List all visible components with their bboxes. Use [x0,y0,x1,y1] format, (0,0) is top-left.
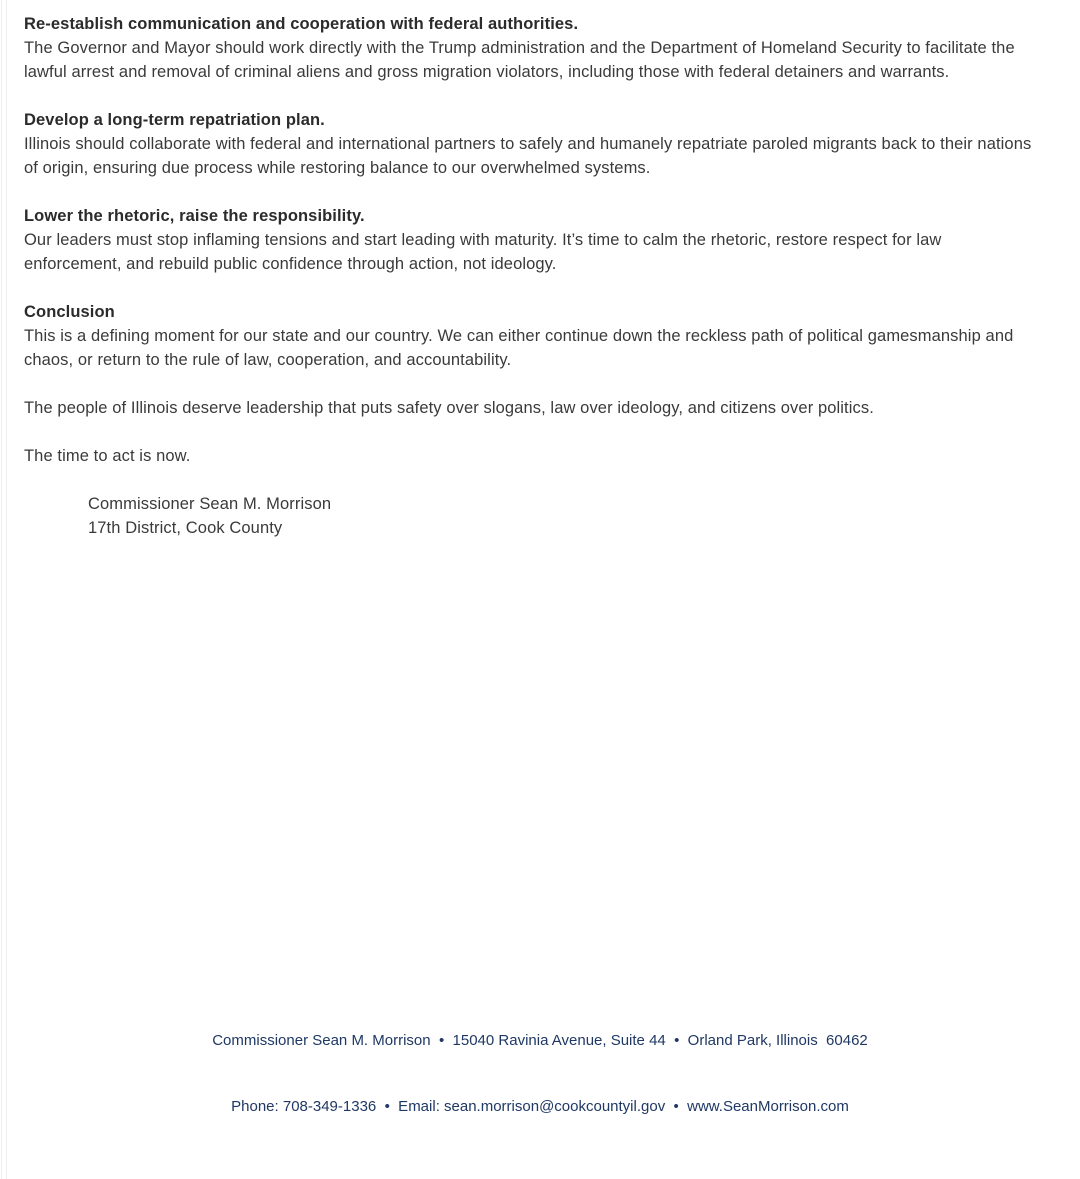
section-heading: Conclusion [24,303,115,321]
closing-paragraph: The people of Illinois deserve leadership that puts safety over slogans, law over ideology, and citizens over politics. [24,399,874,417]
section-lower-rhetoric [24,204,1040,276]
section-heading: Lower the rhetoric, raise the responsibility. [24,207,365,225]
letterhead-footer [0,986,1080,1162]
footer-contact-line: Phone: 708-349-1336 • Email: sean.morrison@cookcountyil.gov • www.SeanMorrison.com [231,1098,849,1115]
footer-address-line: Commissioner Sean M. Morrison • 15040 Ravinia Avenue, Suite 44 • Orland Park, Illinois 60462 [212,1032,868,1049]
closing-paragraph: The time to act is now. [24,447,191,465]
section-federal-cooperation [24,12,1040,84]
signature-title: 17th District, Cook County [88,519,283,537]
section-heading: Develop a long-term repatriation plan. [24,111,325,129]
section-paragraph: This is a defining moment for our state and our country. We can either continue down the reckless path of political gamesmanship and chaos, or return to the rule of law, cooperation, and accountability. [24,327,1014,369]
section-paragraph: Illinois should collaborate with federal and international partners to safely and humanely repatriate paroled migrants back to their nations of origin, ensuring due process while restoring balance to our overwhelmed systems. [24,135,1032,177]
signature-name: Commissioner Sean M. Morrison [88,495,332,513]
section-heading: Re-establish communication and cooperation with federal authorities. [24,15,579,33]
signature-block [88,492,1040,540]
letter-body [24,12,1040,540]
section-paragraph: The Governor and Mayor should work directly with the Trump administration and the Department of Homeland Security to facilitate the lawful arrest and removal of criminal aliens and gross migration violators, including those with federal detainers and warrants. [24,39,1015,81]
section-repatriation-plan [24,108,1040,180]
section-paragraph: Our leaders must stop inflaming tensions and start leading with maturity. It’s time to calm the rhetoric, restore respect for law enforcement, and rebuild public confidence through action, not ideology. [24,231,942,273]
section-conclusion [24,300,1040,372]
